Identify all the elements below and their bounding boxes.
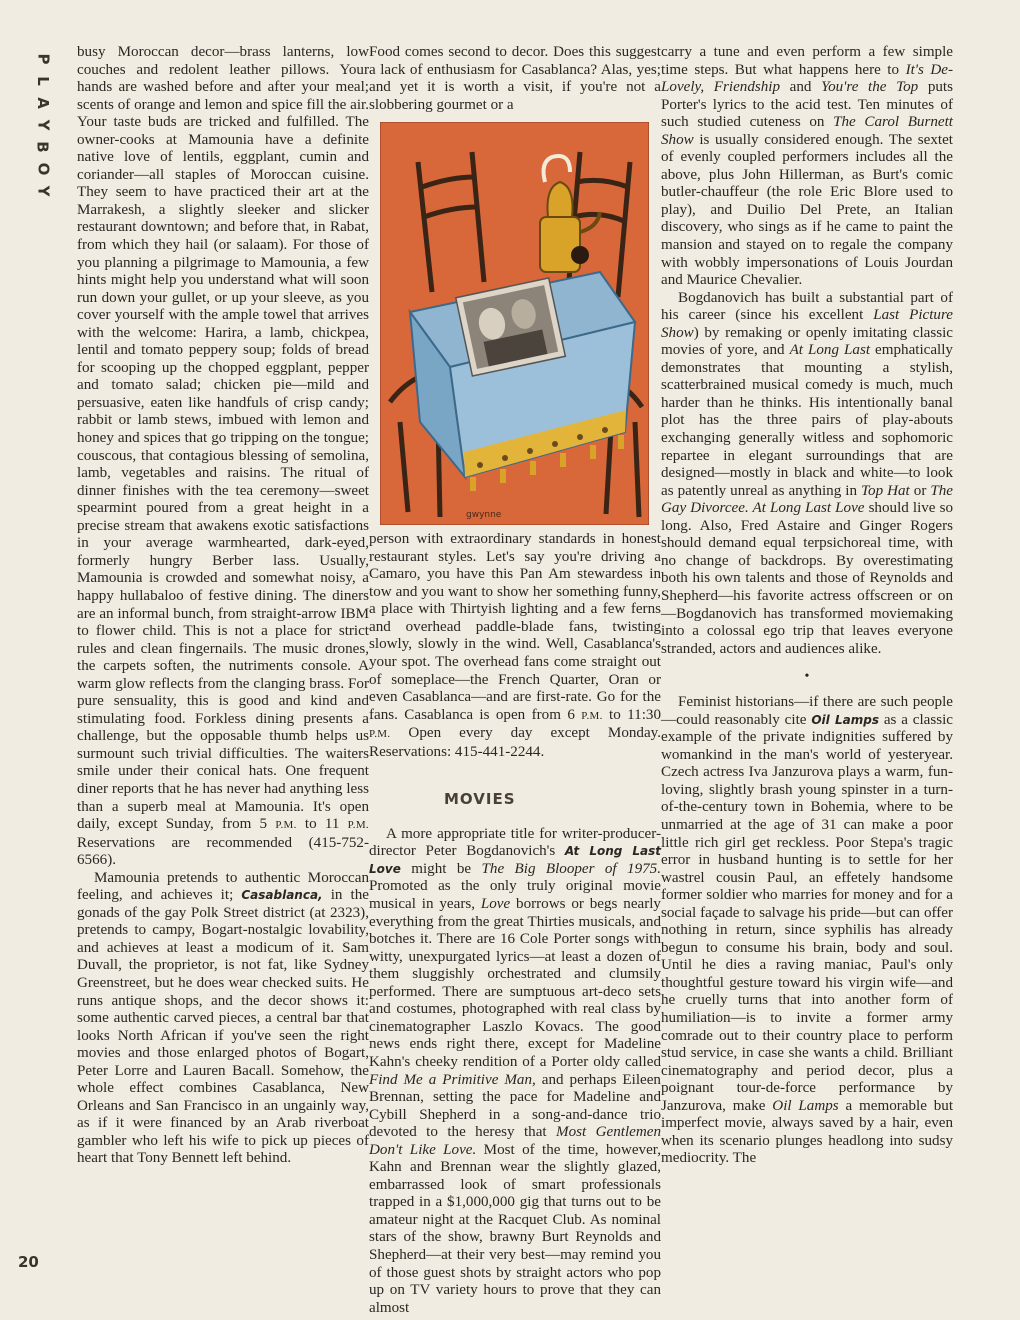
section-separator: •: [804, 669, 810, 685]
casablanca-review-cont: person with extraordinary standards in honest restaurant styles. Let's say you're driving a Camaro, you have this Pan Am stewardess in tow and you want to show her something funny, a place with Thirtyish lighting and a few ferns and overhead paddle-blade fans, twisting slowly, slowly in the wind. Well, Casablanca's your spot. The overhead fans come straight out of someplace—the French Quarter, Oran or even Casablanca—and are first-rate. Go for the fans. Casablanca is open from 6 P.M. to 11:30 P.M. Open every day except Monday. Reservations: 415-441-2244.: [369, 531, 661, 760]
casablanca-review-intro: Food comes second to decor. Does this suggest a lack of enthusiasm for Casablanca? Alas, yes; and yet it is worth a visit, if you're not a slobbering gourmet or a: [369, 44, 661, 113]
casablanca-illustration: [380, 122, 649, 525]
movie-review-cont: carry a tune and even perform a few simple time steps. But what happens here to It's De-Lovely, Friendship and You're the Top puts Porter's lyrics to the acid test. Ten minutes of such studied cuteness on The Carol Burnett Show is usually considered enough. The sextet of evenly coupled performers includes all the above, plus John Hillerman, as Burt's comic butler-chauffeur (the role Eric Blore used to play), and Duilio Del Prete, an Italian discovery, who sings as if he came to paint the mansion and stayed on to regale the company with wobbly impersonations of Louis Jourdan and Maurice Chevalier.: [661, 44, 954, 289]
title-letter: L: [34, 76, 52, 86]
movie-review-at-long-last-love: A more appropriate title for writer-producer-director Peter Bogdanovich's At Long Last Love might be The Big Blooper of 1975. Promoted as the only truly original movie musical in years, Love borrows or begs nearly everything from the great Thirties musicals, and botches it. There are 16 Cole Porter songs with witty, unexpurgated lyrics—at least a dozen of them sluggishly orchestrated and clumsily performed. There are sumptuous art-deco sets and costumes, photographed with real class by cinematographer Laszlo Kovacs. The good news ends right there, except for Madeline Kahn's cheeky rendition of a Porter oldy called Find Me a Primitive Man, and perhaps Eileen Brennan, setting the pace for Madeline and Cybill Shepherd in a song-and-dance trio devoted to the heresy that Most Gentlemen Don't Like Love. Most of the time, however, Kahn and Brennan wear the slightly glazed, embarrassed look of smart professionals trapped in a $1,000,000 gig that turns out to be amateur night at the Racquet Club. As nominal stars of the show, brawny Burt Reynolds and Shepherd—at their very best—may remind you of those guest shots by straight actors who pop up on TV variety hours to prove that they can almost: [369, 825, 661, 1316]
page-number: 20: [18, 1253, 39, 1271]
restaurant-review-mamounia: busy Moroccan decor—brass lanterns, low couches and redolent leather pillows. Your hands are washed before and after your meal; scents of orange and lemon and spice fill the air. Your taste buds are tricked and fulfilled. The owner-cooks at Mamounia have a definite native love of lentils, eggplant, cumin and coriander—all staples of Moroccan cuisine. They seem to have practiced their art at the Marrakesh, a slightly sleeker and slicker restaurant downtown; and before that, in Rabat, from which they hail (or salaam). For those of you planning a pilgrimage to Mamounia, a few hints might help you understand what will soon run down your gullet, or up your sleeve, as you cover yourself with the ample towel that arrives with the welcome: Harira, a lamb, chickpea, lentil and tomato peppery soup; folds of bread for scooping up the chopped eggplant, pepper and tomato salad; chicken pie—mild and persuasive, eaten like handfuls of crisp candy; rabbit or lamb stews, imbued with lemon and honey and spices that go tripping on the tongue; couscous, that contagious blessing of semolina, lamb, vegetables and raisins. The ritual of dinner finishes with the tea ceremony—sweet spearmint poured from a great height in a precise stream that awakens exotic satisfactions in your average warmhearted, dark-eyed, formerly hungry Berber lass. Usually, Mamounia is crowded and somewhat noisy, a happy hullabaloo of festive dining. The diners are an informal bunch, from straight-arrow IBM to flower child. This is not a place for strict rules and clean fingernails. The music drones, the carpets soften, the nutriments console. A warm glow reflects from the clanging brass. For pure sensuality, this is good and kind and stimulating food. Forkless dining presents a challenge, but the opposable thumb helps us surmount such trivial difficulties. The waiters smile under their conical hats. One frequent diner reports that he has never had anything less than a superb meal at Mamounia. It's open daily, except Sunday, from 5 P.M. to 11 P.M. Reservations are recommended (415-752-6566).: [77, 44, 369, 869]
title-letter: P: [34, 53, 52, 65]
column-3: [661, 44, 953, 1168]
illustration-signature: gwynne: [466, 510, 502, 521]
title-letter: Y: [34, 119, 52, 131]
restaurant-review-casablanca: Mamounia pretends to authentic Moroccan feeling, and achieves it; Casablanca, in the gonads of the gay Polk Street district (at 2323), pretends to campy, Bogart-nostalgic lovability, and achieves at least a modicum of it. Sam Duvall, the proprietor, is not fat, like Sydney Greenstreet, but he does wear checked suits. He runs antique shops, and the decor shows it: some authentic carved pieces, a central bar that looks North African if you've seen the right movies and those enlarged photos of Bogart, Peter Lorre and Lauren Bacall. Somehow, the whole effect combines Casablanca, New Orleans and San Francisco in an ungainly way, as if it were financed by an Arab riverboat gambler who left his wife to pick up pieces of heart that Tony Bennett left behind.: [77, 869, 369, 1167]
title-letter: O: [33, 162, 52, 176]
title-letter: A: [33, 97, 52, 109]
title-letter: Y: [34, 185, 52, 197]
magazine-title-vertical: [30, 48, 56, 202]
column-2: [369, 44, 661, 1317]
column-1: [77, 44, 369, 1168]
section-heading-movies: MOVIES: [444, 790, 516, 809]
movie-review-bogdanovich: Bogdanovich has built a substantial part of his career (since his excellent Last Picture Show) by remaking or openly imitating classic movies of yore, and At Long Last emphatically demonstrates that mounting a stylish, scatterbrained musical comedy is much, much harder than he thinks. His intentionally banal plot has the three pairs of play-abouts exchanging generally witless and sophomoric repartee in elegant surroundings that are designed—mostly in black and white—to look as patently unreal as anything in Top Hat or The Gay Divorcee. At Long Last Love should live so long. Also, Fred Astaire and Ginger Rogers should demand equal terpsichoreal time, with no change of backdrops. By overestimating both his own talents and those of Reynolds and Shepherd—his favorite actress offscreen or on—Bogdanovich has transformed moviemaking into a colossal ego trip that leaves everyone stranded, actors and audiences alike.: [661, 289, 953, 657]
movie-review-oil-lamps: Feminist historians—if there are such people—could reasonably cite Oil Lamps as a classic example of the private indignities suffered by womankind in the man's world of yesteryear. Czech actress Iva Janzurova plays a warm, fun-loving, slightly brash young spinster in a turn-of-the-century town in Bohemia, where to be unmarried at the age of 31 can make a poor little rich girl get reckless. Poor Stepa's tragic error in husband hunting is to settle for her wastrel cousin Paul, an effetely handsome former soldier who marries for money and for a social façade to salvage his pride—but can offer nothing in return, since syphilis has already begun to consume his brain, body and soul. Until he dies a raving maniac, Paul's only thoughtful gesture toward his virgin wife—and he cruelly turns that into another form of humiliation—is to invite a former army comrade out to their country place to perform stud service, in case she wants a child. Brilliant cinematography and period decor, plus a poignant tour-de-force performance by Janzurova, make Oil Lamps a memorable but imperfect movie, always saved by a hair, even when its scenario plunges headlong into sudsy mediocrity. The: [661, 694, 954, 1167]
title-letter: B: [34, 141, 52, 153]
